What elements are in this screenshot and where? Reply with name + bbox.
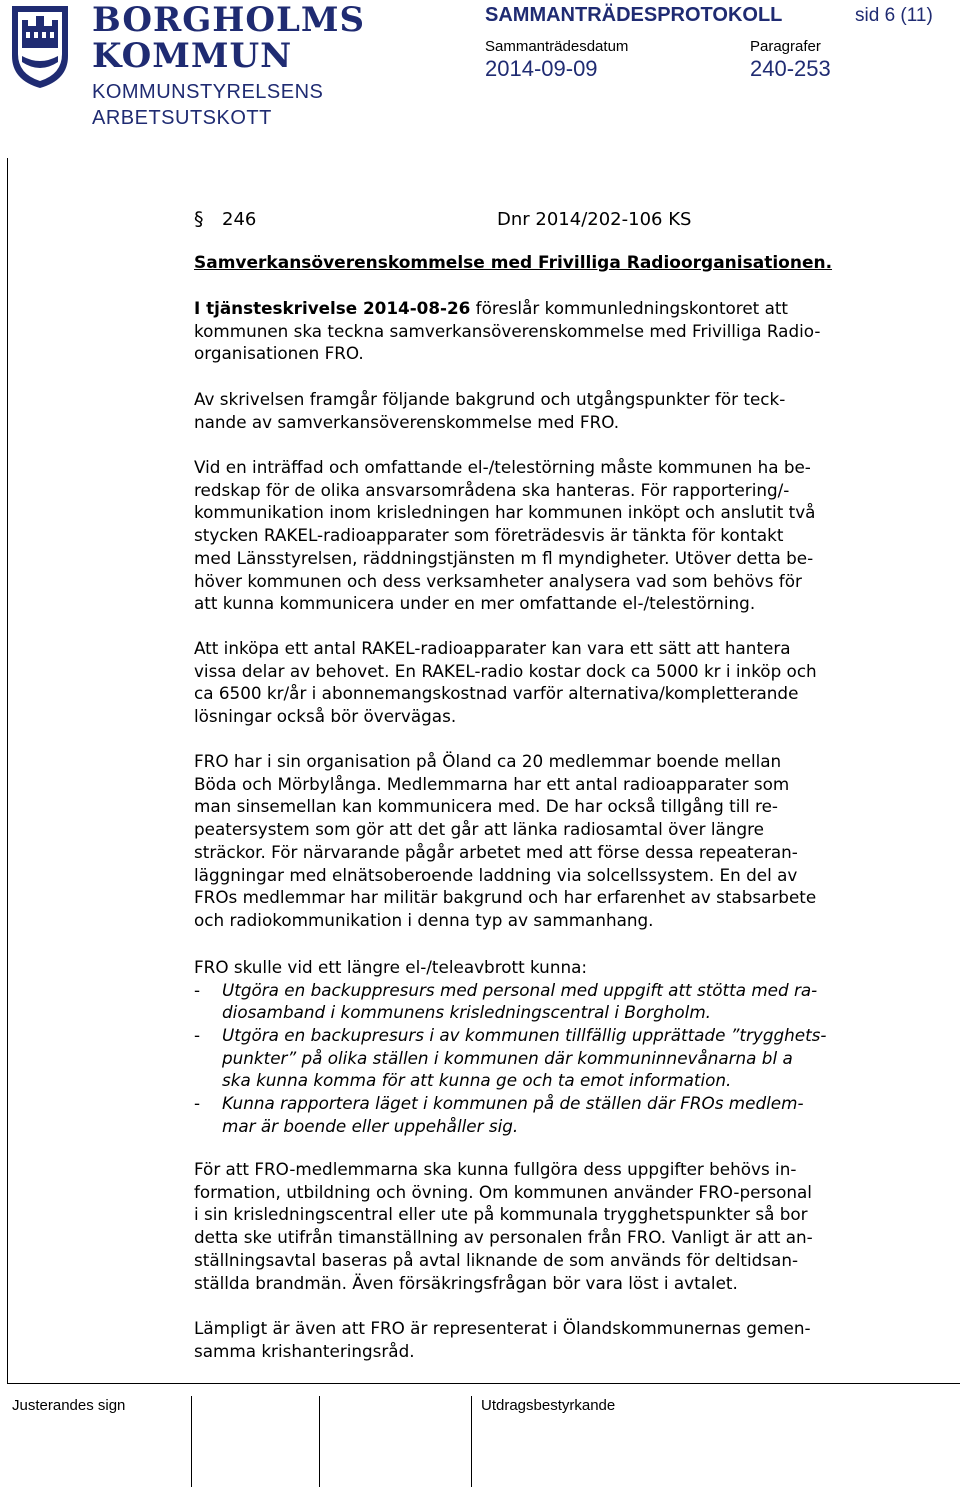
item-title: Samverkansöverenskommelse med Frivilliga Radioorganisationen. [194, 253, 833, 273]
org-name-line1: KOMMUNSTYRELSENS [92, 81, 324, 103]
paragraph-6-intro: FRO skulle vid ett längre el-/teleavbrott kunna: [194, 957, 588, 977]
paragraph-6 [194, 956, 934, 1138]
signature-divider [191, 1396, 192, 1487]
footer-rule [7, 1383, 960, 1384]
paragraph-4: Att inköpa ett antal RAKEL-radioapparater kan vara ett sätt att hantera vissa delar av behovet. En RAKEL-radio kostar dock ca 5000 kr i inköp och ca 6500 kr/år i abonnemangskostnad varför alternativa/kompletterande lösningar också bör övervägas. [194, 638, 817, 727]
justification-sign-label: Justerandes sign [12, 1397, 126, 1414]
paragraphs-label: Paragrafer [750, 38, 821, 55]
signature-divider [319, 1396, 320, 1487]
municipal-crest-icon [8, 2, 72, 90]
paragraphs-value: 240-253 [750, 56, 831, 81]
paragraph-3: Vid en inträffad och omfattande el-/telestörning måste kommunen ha be- redskap för de olika ansvarsområdena ska hanteras. För rapportering/- kommunikation inom krisledningen har kommunen inköpt och anslutit två stycken RAKEL-radioapparater som företrädesvis är tänkta för kontakt med Länsstyrelsen, räddningstjänsten m fl myndigheter. Utöver detta be- höver kommunen och dess verksamheter analysera vad som behövs för att kunna kommunicera under en mer omfattande el-/telestörning. [194, 457, 816, 614]
paragraph-8: Lämpligt är även att FRO är representerat i Ölandskommunernas gemen- samma krishanteringsråd. [194, 1318, 811, 1361]
extract-certification-label: Utdragsbestyrkande [481, 1397, 616, 1414]
left-margin-rule [7, 158, 8, 1383]
protocol-title: SAMMANTRÄDESPROTOKOLL [485, 4, 783, 26]
list-item: - Utgöra en backupresurs i av kommunen tillfällig upprättade ”trygghets- punkter” på olika ställen i kommunen där kommuninnevånarna bl a ska kunna komma för att kunna ge och ta emot information. [194, 1025, 827, 1091]
signature-divider [471, 1396, 472, 1487]
paragraph-1: I tjänsteskrivelse 2014-08-26 föreslår kommunledningskontoret att kommunen ska teckna samverkansöverenskommelse med Frivilliga Radio- organisationen FRO. [194, 298, 821, 364]
meeting-date-label: Sammanträdesdatum [485, 38, 629, 55]
paragraph-5: FRO har i sin organisation på Öland ca 20 medlemmar boende mellan Böda och Mörbylånga. Medlemmarna har ett antal radioapparater som man sinsemellan kan kommunicera med. De har också tillgång till re- peatersystem som gör att det går att länka radiosamtal över längre sträckor. För närvarande pågår arbetet med att förse dessa repeateran- läggningar med elnätsoberoende laddning via solcellssystem. En del av FROs medlemmar har militär bakgrund och har erfarenhet av stabsarbete och radiokommunikation i denna typ av sammanhang. [194, 751, 817, 930]
paragraph-7: För att FRO-medlemmarna ska kunna fullgöra dess uppgifter behövs in- formation, utbildning och övning. Om kommunen använder FRO-personal i sin krisledningscentral eller ute på kommunala trygghetspunkter så bor detta ske utifrån timanställning av personalen från FRO. Vanligt är att an- ställningsavtal baseras på avtal liknande de som används för deltidsan- ställda brandmän. Även försäkringsfrågan bör vara löst i avtalet. [194, 1159, 813, 1293]
list-item: - Utgöra en backuppresurs med personal med uppgift att stötta med ra- diosamband i kommunens krisledningscentral i Borgholm. [194, 979, 818, 1023]
org-name-line2: ARBETSUTSKOTT [92, 107, 272, 129]
meeting-date-value: 2014-09-09 [485, 56, 598, 81]
page-number: sid 6 (11) [855, 5, 933, 26]
diary-number: Dnr 2014/202-106 KS [497, 209, 692, 230]
paragraph-1-bold: I tjänsteskrivelse 2014-08-26 [194, 298, 471, 318]
list-item: - Kunna rapportera läget i kommunen på de ställen där FROs medlem- mar är boende eller uppehåller sig. [194, 1093, 804, 1136]
paragraph-2: Av skrivelsen framgår följande bakgrund och utgångspunkter för teck- nande av samverkansöverenskommelse med FRO. [194, 389, 786, 432]
item-number-value: 246 [222, 209, 257, 230]
item-number [194, 208, 204, 231]
section-symbol: § [194, 208, 204, 230]
logo-text-line1: BORGHOLMS [92, 0, 366, 40]
logo-text-line2: KOMMUN [92, 36, 293, 76]
